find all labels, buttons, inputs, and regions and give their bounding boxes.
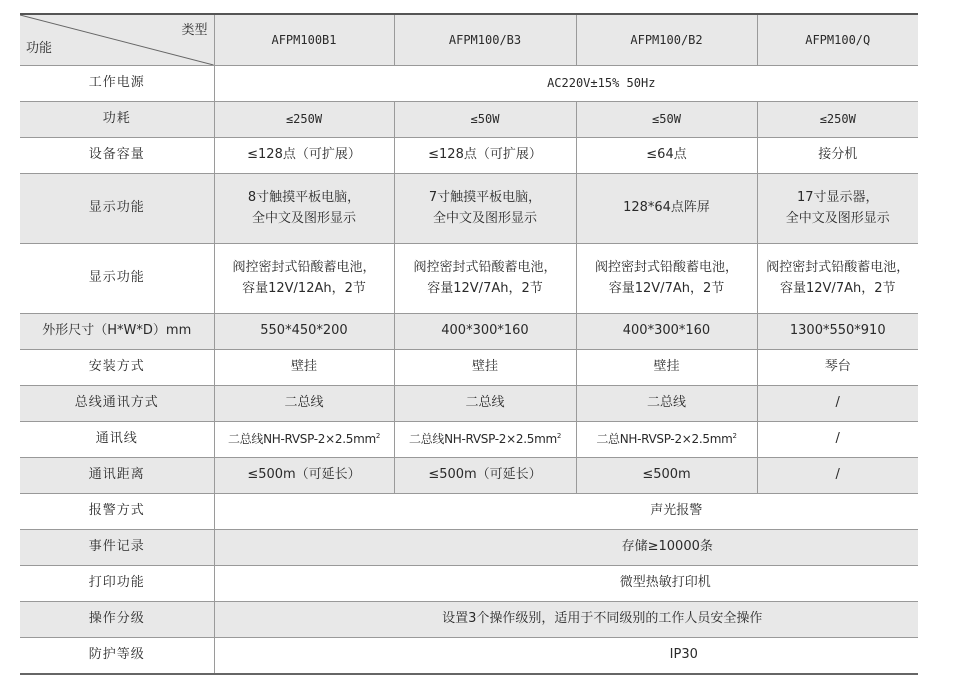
row-label: 防护等级 xyxy=(20,638,214,675)
table-row xyxy=(20,314,918,350)
row-label: 显示功能 xyxy=(20,174,214,244)
row-merged-value: 设置3个操作级别，适用于不同级别的工作人员安全操作 xyxy=(214,602,918,638)
cell-value: 1300*550*910 xyxy=(757,314,918,350)
cell-value: ≤500m（可延长） xyxy=(214,458,394,494)
row-merged-value: 存储≥10000条 xyxy=(214,530,918,566)
cell-value: 400*300*160 xyxy=(394,314,576,350)
row-merged-value: IP30 xyxy=(214,638,918,675)
row-label: 设备容量 xyxy=(20,138,214,174)
cell-value xyxy=(214,174,394,244)
cell-value: ≤128点（可扩展） xyxy=(214,138,394,174)
row-label: 报警方式 xyxy=(20,494,214,530)
table-row xyxy=(20,138,918,174)
cell-line: 阀控密封式铅酸蓄电池， xyxy=(594,260,738,276)
table-row xyxy=(20,566,918,602)
model-header: AFPM100/Q xyxy=(757,14,918,66)
row-label: 事件记录 xyxy=(20,530,214,566)
model-header: AFPM100/B3 xyxy=(394,14,576,66)
cell-value xyxy=(757,422,918,458)
cell-value: ≤128点（可扩展） xyxy=(394,138,576,174)
cell-value: ≤500m（可延长） xyxy=(394,458,576,494)
cell-line: 7寸触摸平板电脑， xyxy=(428,190,542,206)
cell-value xyxy=(394,422,576,458)
cell-line: 全中文及图形显示 xyxy=(251,210,356,226)
table-row xyxy=(20,102,918,138)
cell-line: 17寸显示器， xyxy=(796,190,879,206)
cell-value xyxy=(757,244,918,314)
cell-value: ≤50W xyxy=(576,102,757,138)
cell-value: 二总线 xyxy=(214,386,394,422)
cable-spec: 二总线NH-RVSP-2×2.5mm xyxy=(408,432,557,447)
cell-line: 容量12V/7Ah，2节 xyxy=(608,280,725,296)
row-merged-value: AC220V±15% 50Hz xyxy=(214,66,918,102)
superscript: 2 xyxy=(556,432,562,441)
cell-value xyxy=(214,244,394,314)
table-row xyxy=(20,494,918,530)
row-label: 功耗 xyxy=(20,102,214,138)
cell-value: 接分机 xyxy=(757,138,918,174)
cell-value xyxy=(394,174,576,244)
table-row xyxy=(20,66,918,102)
cell-line: 阀控密封式铅酸蓄电池， xyxy=(766,260,910,276)
row-label: 通讯线 xyxy=(20,422,214,458)
cell-value xyxy=(576,174,757,244)
table-row xyxy=(20,602,918,638)
cell-line: 容量12V/7Ah，2节 xyxy=(427,280,543,296)
cell-value xyxy=(757,174,918,244)
cell-value: ≤50W xyxy=(394,102,576,138)
superscript: 2 xyxy=(375,432,381,441)
cell-line: 128*64点阵屏 xyxy=(623,200,710,216)
cable-spec: 二总NH-RVSP-2×2.5mm xyxy=(596,432,733,447)
cell-value xyxy=(576,422,757,458)
row-merged-value: 声光报警 xyxy=(214,494,918,530)
cell-value: 400*300*160 xyxy=(576,314,757,350)
cell-value: 壁挂 xyxy=(214,350,394,386)
row-label: 总线通讯方式 xyxy=(20,386,214,422)
cell-value: ≤500m xyxy=(576,458,757,494)
cell-line: 阀控密封式铅酸蓄电池， xyxy=(413,260,557,276)
cell-line: 阀控密封式铅酸蓄电池， xyxy=(232,260,376,276)
table-row xyxy=(20,244,918,314)
cell-value: 壁挂 xyxy=(576,350,757,386)
spec-table xyxy=(20,13,918,675)
row-label: 操作分级 xyxy=(20,602,214,638)
table-row xyxy=(20,638,918,675)
table-row xyxy=(20,386,918,422)
table-row xyxy=(20,530,918,566)
model-header: AFPM100/B2 xyxy=(576,14,757,66)
row-label: 打印功能 xyxy=(20,566,214,602)
cell-line: 容量12V/7Ah，2节 xyxy=(780,280,896,296)
row-label: 显示功能 xyxy=(20,244,214,314)
cable-spec: / xyxy=(835,431,840,447)
cell-value: 琴台 xyxy=(757,350,918,386)
header-corner-cell xyxy=(20,14,214,66)
row-merged-value: 微型热敏打印机 xyxy=(214,566,918,602)
cell-line: 全中文及图形显示 xyxy=(432,210,537,226)
cell-value: 550*450*200 xyxy=(214,314,394,350)
table-row xyxy=(20,350,918,386)
cell-value: / xyxy=(757,458,918,494)
cell-value: 壁挂 xyxy=(394,350,576,386)
table-row xyxy=(20,422,918,458)
row-label: 通讯距离 xyxy=(20,458,214,494)
row-label: 安装方式 xyxy=(20,350,214,386)
cell-value xyxy=(576,244,757,314)
cable-spec: 二总线NH-RVSP-2×2.5mm xyxy=(227,432,376,447)
cell-value: 二总线 xyxy=(576,386,757,422)
table-row xyxy=(20,174,918,244)
header-row xyxy=(20,14,918,66)
cell-value: ≤64点 xyxy=(576,138,757,174)
superscript: 2 xyxy=(732,432,737,441)
cell-value: ≤250W xyxy=(757,102,918,138)
header-type-label: 类型 xyxy=(181,23,208,38)
cell-value xyxy=(214,422,394,458)
cell-value xyxy=(394,244,576,314)
cell-value: 二总线 xyxy=(394,386,576,422)
cell-line: 全中文及图形显示 xyxy=(785,210,890,226)
cell-line: 8寸触摸平板电脑， xyxy=(247,190,361,206)
row-label: 外形尺寸（H*W*D）mm xyxy=(20,314,214,350)
header-function-label: 功能 xyxy=(26,40,53,56)
row-label: 工作电源 xyxy=(20,66,214,102)
cell-value: / xyxy=(757,386,918,422)
table-row xyxy=(20,458,918,494)
cell-value: ≤250W xyxy=(214,102,394,138)
cell-line: 容量12V/12Ah，2节 xyxy=(242,280,366,296)
model-header: AFPM100B1 xyxy=(214,14,394,66)
